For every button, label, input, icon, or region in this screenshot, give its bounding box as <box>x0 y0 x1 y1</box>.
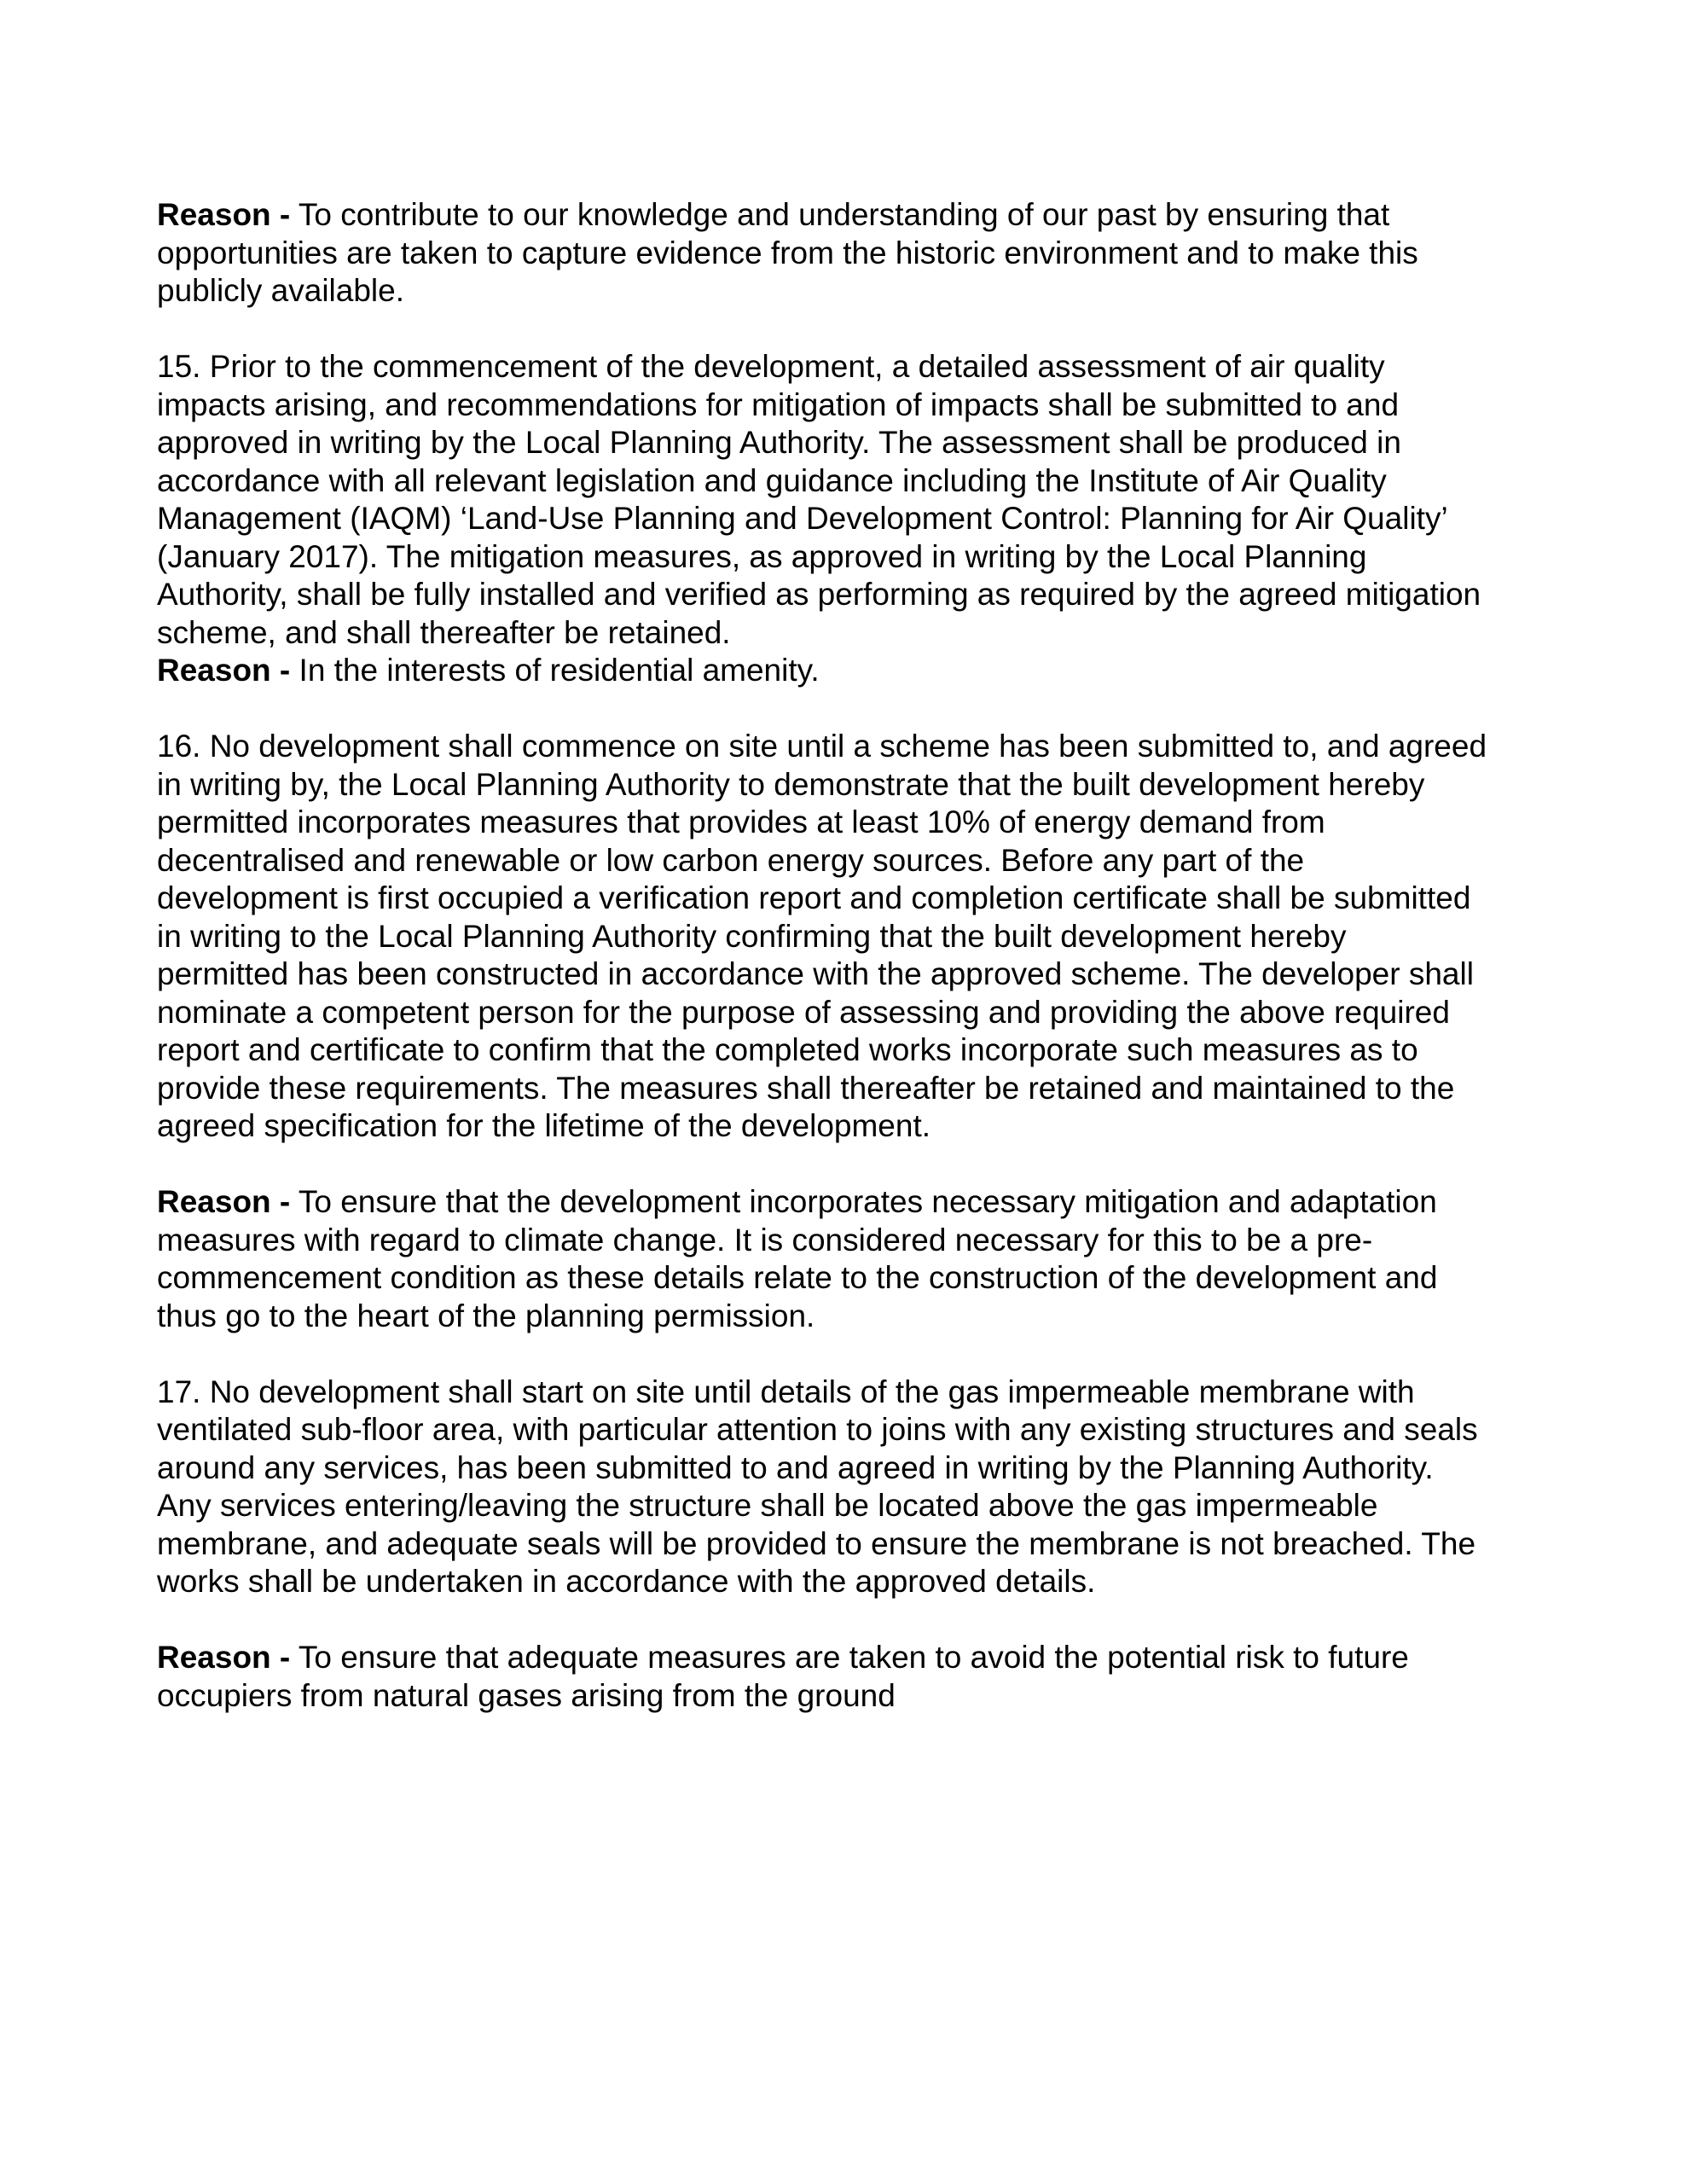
reason-paragraph-14 <box>157 196 1556 311</box>
reason-label: Reason - <box>157 653 291 688</box>
reason-label: Reason - <box>157 197 291 232</box>
paragraph-gap <box>157 1146 1556 1184</box>
reason-paragraph-16 <box>157 1183 1556 1335</box>
reason-label: Reason - <box>157 1640 291 1675</box>
paragraph-gap <box>157 1601 1556 1640</box>
reason-paragraph-17 <box>157 1639 1556 1715</box>
reason-text-15: In the interests of residential amenity. <box>290 653 820 688</box>
condition-16: 16. No development shall commence on site until a scheme has been submitted to, and agreed in writing by, the Local Planning Authority to demonstrate that the built development hereby permitted incorporates measures that provides at least 10% of energy demand from decentralised and renewable or low carbon energy sources. Before any part of the development is first occupied a verification report and completion certificate shall be submitted in writing to the Local Planning Authority confirming that the built development hereby permitted has been constructed in accordance with the approved scheme. The developer shall nominate a competent person for the purpose of assessing and providing the above required report and certificate to confirm that the completed works incorporate such measures as to provide these requirements. The measures shall thereafter be retained and maintained to the agreed specification for the lifetime of the development. <box>157 729 1487 1143</box>
document-body <box>157 196 1556 1715</box>
reason-text-14: To contribute to our knowledge and understanding of our past by ensuring that opportunities are taken to capture evidence from the historic environment and to make this publicly available. <box>157 197 1418 308</box>
paragraph-gap <box>157 1335 1556 1374</box>
reason-paragraph-15 <box>157 652 1556 690</box>
paragraph-gap <box>157 690 1556 729</box>
reason-text-16: To ensure that the development incorporates necessary mitigation and adaptation measures with regard to climate change. It is considered necessary for this to be a pre- commencement condition as these details relate to the construction of the development and thus go to the heart of the planning permission. <box>157 1184 1438 1333</box>
condition-15: 15. Prior to the commencement of the development, a detailed assessment of air quality impacts arising, and recommendations for mitigation of impacts shall be submitted to and approved in writing by the Local Planning Authority. The assessment shall be produced in accordance with all relevant legislation and guidance including the Institute of Air Quality Management (IAQM) ‘Land-Use Planning and Development Control: Planning for Air Quality’ (January 2017). The mitigation measures, as approved in writing by the Local Planning Authority, shall be fully installed and verified as performing as required by the agreed mitigation scheme, and shall thereafter be retained. <box>157 349 1481 650</box>
reason-label: Reason - <box>157 1184 291 1219</box>
reason-text-17: To ensure that adequate measures are taken to avoid the potential risk to future occupiers from natural gases arising from the ground <box>157 1640 1409 1713</box>
paragraph-gap <box>157 311 1556 349</box>
condition-17: 17. No development shall start on site until details of the gas impermeable membrane with ventilated sub-floor area, with particular attention to joins with any existing structures and seals around any services, has been submitted to and agreed in writing by the Planning Authority. Any services entering/leaving the structure shall be located above the gas impermeable membrane, and adequate seals will be provided to ensure the membrane is not breached. The works shall be undertaken in accordance with the approved details. <box>157 1374 1478 1599</box>
